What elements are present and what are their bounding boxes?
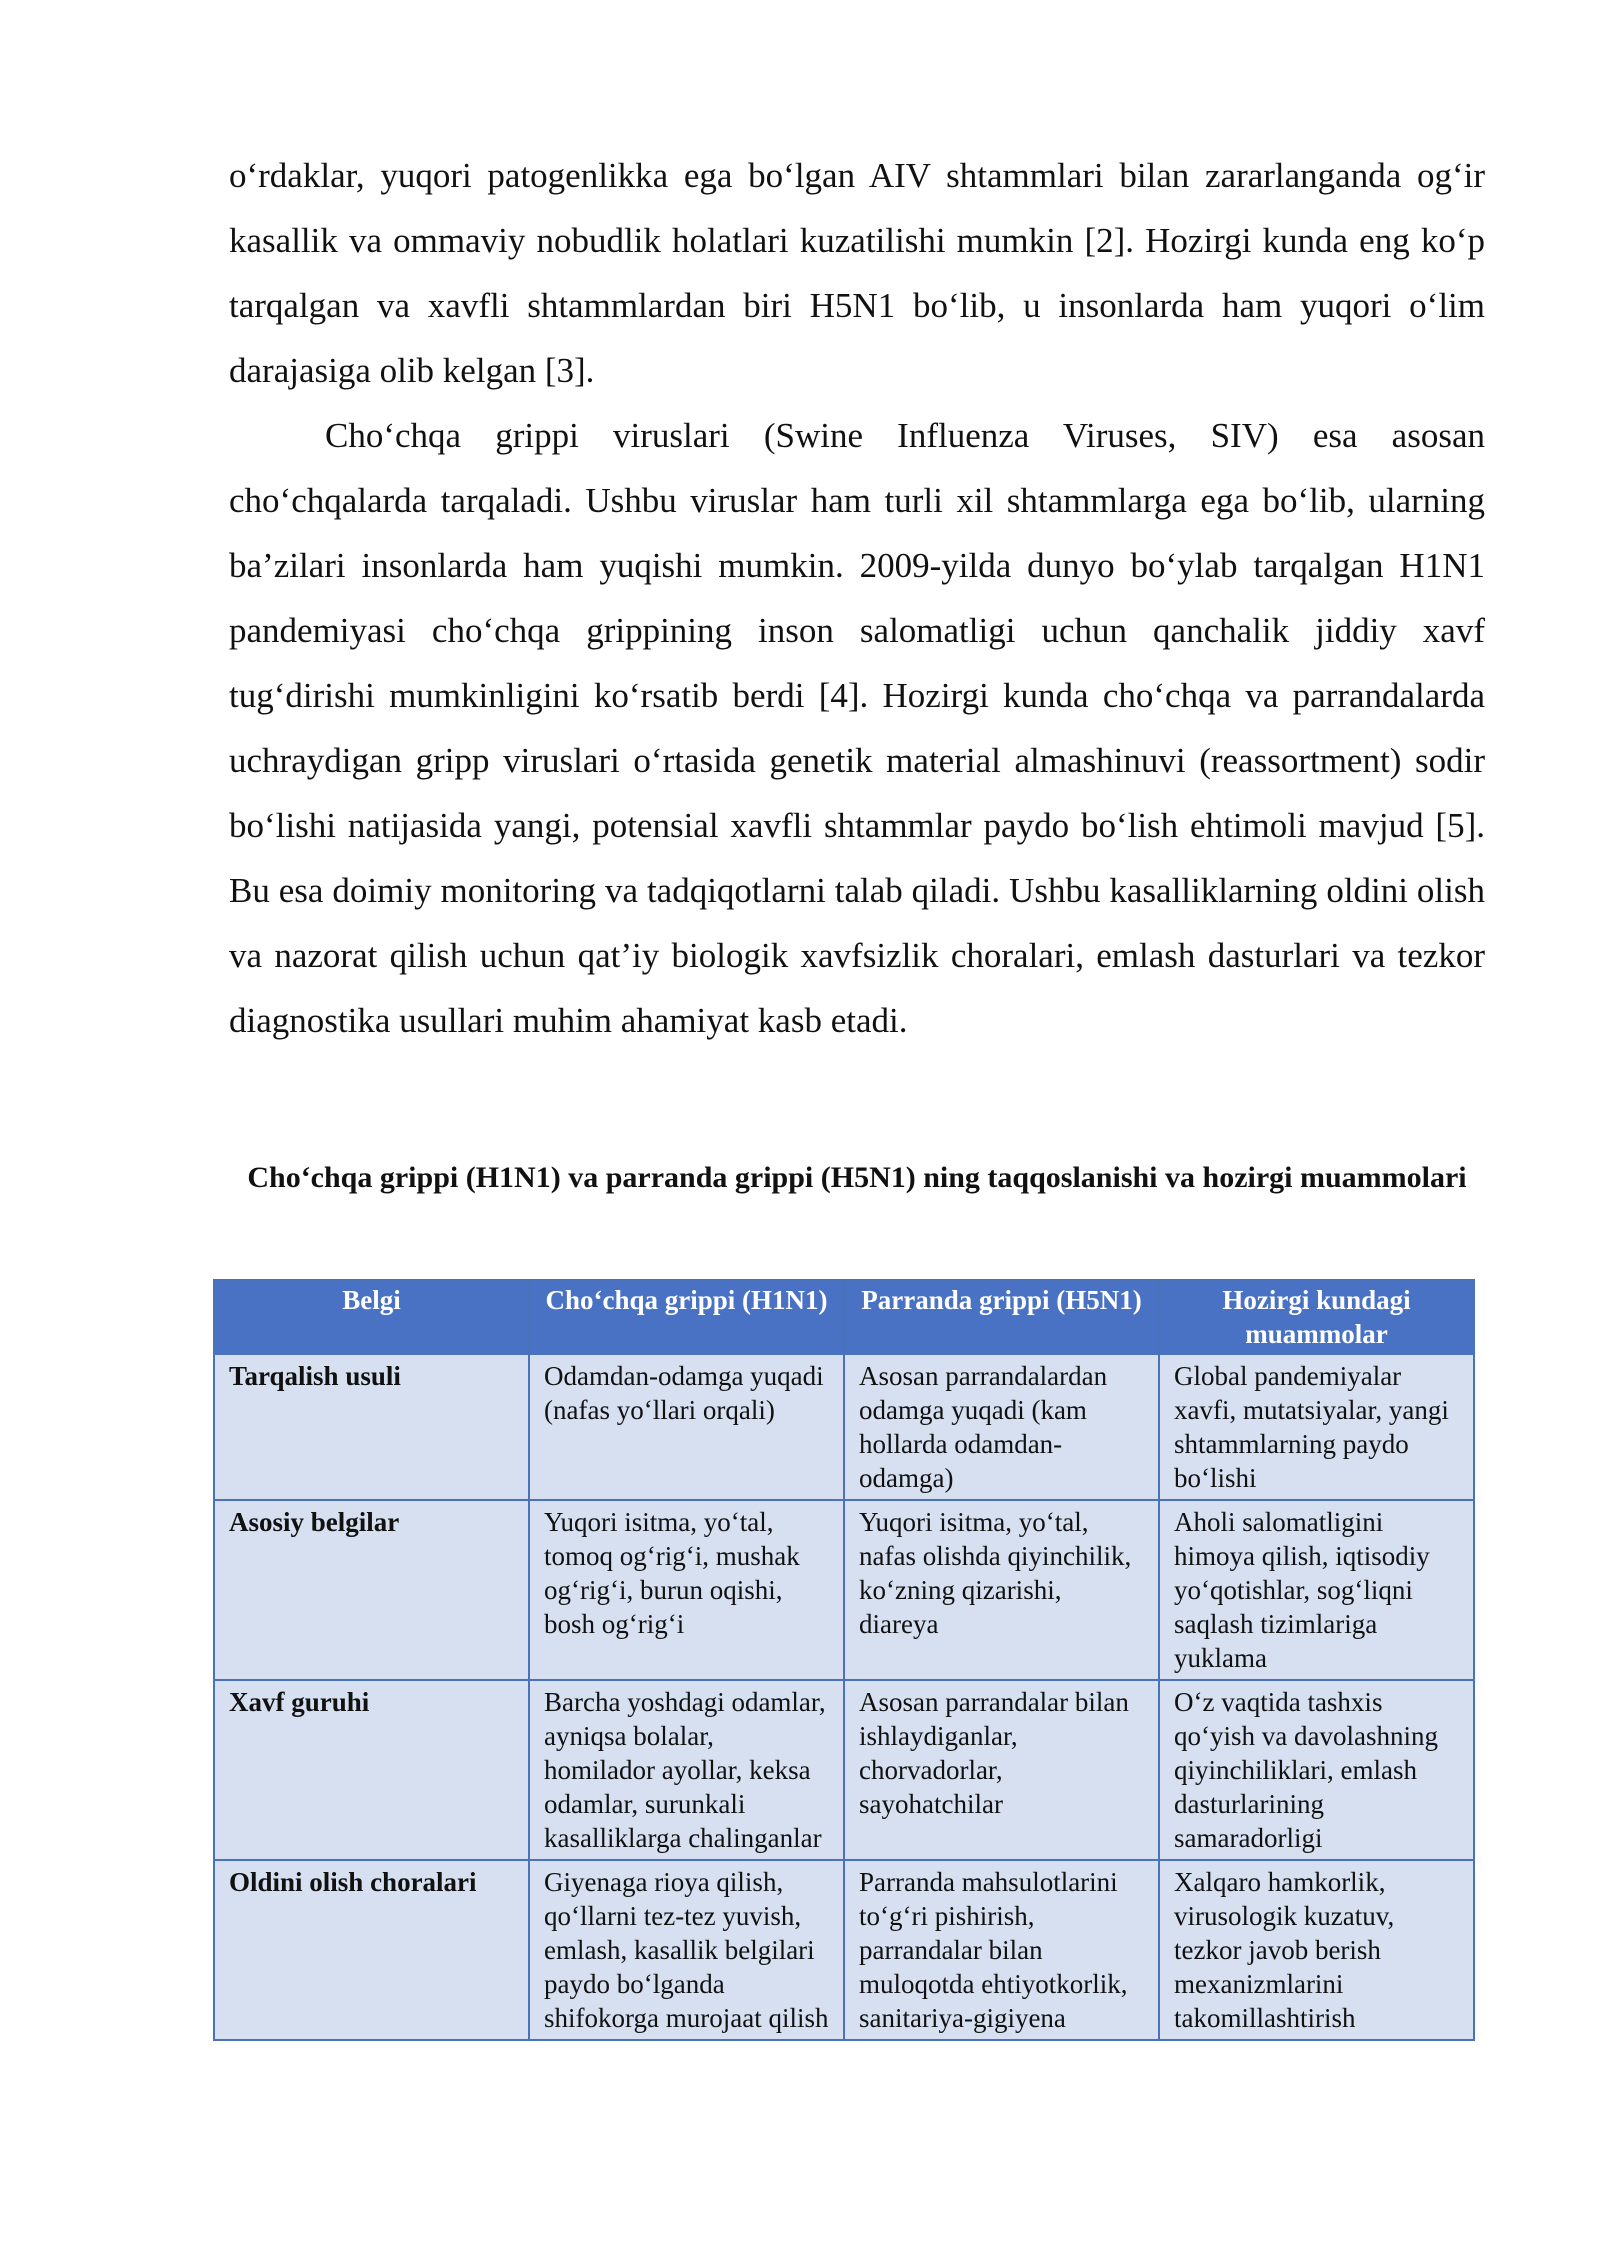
table-row	[214, 1860, 1474, 2040]
body-paragraph-2: Cho‘chqa grippi viruslari (Swine Influenza Viruses, SIV) esa asosan cho‘chqalarda tarqaladi. Ushbu viruslar ham turli xil shtammlarga ega bo‘lib, ularning ba’zilari insonlarda ham yuqishi mumkin. 2009-yilda dunyo bo‘ylab tarqalgan H1N1 pandemiyasi cho‘chqa grippining inson salomatligi uchun qanchalik jiddiy xavf tug‘dirishi mumkinligini ko‘rsatib berdi [4]. Hozirgi kunda cho‘chqa va parrandalarda uchraydigan gripp viruslari o‘rtasida genetik material almashinuvi (reassortment) sodir bo‘lishi natijasida yangi, potensial xavfli shtammlar paydo bo‘lish ehtimoli mavjud [5]. Bu esa doimiy monitoring va tadqiqotlarni talab qiladi. Ushbu kasalliklarning oldini olish va nazorat qilish uchun qat’iy biologik xavfsizlik choralari, emlash dasturlari va tezkor diagnostika usullari muhim ahamiyat kasb etadi.	[229, 416, 1485, 1040]
table-cell: Barcha yoshdagi odamlar, ayniqsa bolalar, homilador ayollar, keksa odamlar, surunkali kasalliklarga chalinganlar	[529, 1680, 844, 1860]
table-cell: Asosan parrandalar bilan ishlaydiganlar, chorvadorlar, sayohatchilar	[844, 1680, 1159, 1860]
table-cell: O‘z vaqtida tashxis qo‘yish va davolashning qiyinchiliklari, emlash dasturlarining samaradorligi	[1159, 1680, 1474, 1860]
row-label: Tarqalish usuli	[214, 1354, 529, 1500]
table-cell: Parranda mahsulotlarini to‘g‘ri pishirish, parrandalar bilan muloqotda ehtiyotkorlik, sanitariya-gigiyena	[844, 1860, 1159, 2040]
table-cell: Xalqaro hamkorlik, virusologik kuzatuv, tezkor javob berish mexanizmlarini takomillashtirish	[1159, 1860, 1474, 2040]
row-label: Asosiy belgilar	[214, 1500, 529, 1680]
comparison-table	[213, 1279, 1475, 2041]
header-cell-current-problems: Hozirgi kundagi muammolar	[1159, 1280, 1474, 1354]
table-row	[214, 1500, 1474, 1680]
table-cell: Yuqori isitma, yo‘tal, tomoq og‘rig‘i, mushak og‘rig‘i, burun oqishi, bosh og‘rig‘i	[529, 1500, 844, 1680]
table-row	[214, 1680, 1474, 1860]
row-label: Xavf guruhi	[214, 1680, 529, 1860]
table-caption: Cho‘chqa grippi (H1N1) va parranda grippi (H5N1) ning taqqoslanishi va hozirgi muammolari	[247, 1161, 1467, 1194]
table-cell: Asosan parrandalardan odamga yuqadi (kam hollarda odamdan-odamga)	[844, 1354, 1159, 1500]
row-label: Oldini olish choralari	[214, 1860, 529, 2040]
table-cell: Aholi salomatligini himoya qilish, iqtisodiy yo‘qotishlar, sog‘liqni saqlash tizimlariga yuklama	[1159, 1500, 1474, 1680]
table-row	[214, 1354, 1474, 1500]
table-header-row	[214, 1280, 1474, 1354]
header-cell-swine-flu: Cho‘chqa grippi (H1N1)	[529, 1280, 844, 1354]
table-cell: Giyenaga rioya qilish, qo‘llarni tez-tez yuvish, emlash, kasallik belgilari paydo bo‘lganda shifokorga murojaat qilish	[529, 1860, 844, 2040]
table-cell: Odamdan-odamga yuqadi (nafas yo‘llari orqali)	[529, 1354, 844, 1500]
header-cell-avian-flu: Parranda grippi (H5N1)	[844, 1280, 1159, 1354]
table-cell: Global pandemiyalar xavfi, mutatsiyalar, yangi shtammlarning paydo bo‘lishi	[1159, 1354, 1474, 1500]
table-cell: Yuqori isitma, yo‘tal, nafas olishda qiyinchilik, ko‘zning qizarishi, diareya	[844, 1500, 1159, 1680]
header-cell-feature: Belgi	[214, 1280, 529, 1354]
body-paragraph-1: o‘rdaklar, yuqori patogenlikka ega bo‘lgan AIV shtammlari bilan zararlanganda og‘ir kasallik va ommaviy nobudlik holatlari kuzatilishi mumkin [2]. Hozirgi kunda eng ko‘p tarqalgan va xavfli shtammlardan biri H5N1 bo‘lib, u insonlarda ham yuqori o‘lim darajasiga olib kelgan [3].	[229, 156, 1485, 390]
